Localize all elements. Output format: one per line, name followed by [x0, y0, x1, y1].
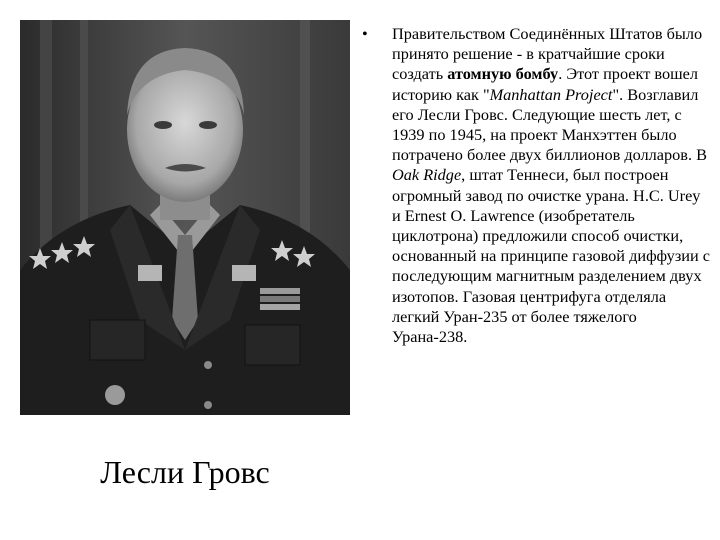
bullet-text-part-3: . Этот проект вошел историю как " [392, 64, 698, 104]
portrait-photo [20, 20, 350, 415]
bullet-paragraph [392, 24, 710, 347]
bullet-italic-oak-ridge: Oak Ridge [392, 165, 462, 185]
bullet-text-part-5: ". Возглавил его Лесли Гровс. Следующие шесть лет, с 1939 по 1945, на проект Манхэттен было потрачено более двух биллионов долларов. В [392, 84, 707, 165]
bullet-text-part-1: Правительством Соединённых Штатов было принято решение - в кратчайшие сроки создать [392, 24, 703, 84]
bullet-bold-atomic-bomb: атомную бомбу [447, 64, 559, 84]
bullet-text-part-7: , штат Теннеси, был построен огромный завод по очистке урана. H.C. Urey и Ernest O. Lawrence (изобретатель циклотрона) предложили способ очистки, основанный на принципе газовой диффузии с последующим магнитным разделением двух изотопов. Газовая центрифуга отделяла легкий Уран-235 от более тяжелого Урана-238. [392, 165, 710, 347]
bullet-marker: • [362, 24, 368, 43]
bullet-italic-manhattan-project: Manhattan Project [489, 84, 613, 104]
portrait-caption: Лесли Гровс [100, 454, 270, 490]
